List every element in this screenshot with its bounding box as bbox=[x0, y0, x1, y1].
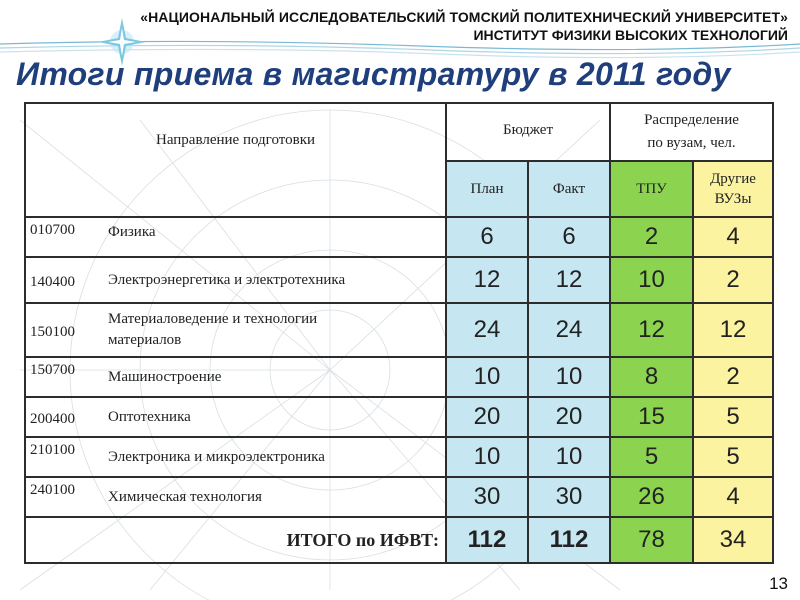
row-code: 140400 bbox=[25, 257, 105, 303]
row-plan: 6 bbox=[446, 217, 528, 257]
total-other: 34 bbox=[693, 517, 773, 563]
page-title: Итоги приема в магистратуру в 2011 году bbox=[16, 56, 731, 92]
header-budget: Бюджет bbox=[446, 103, 610, 161]
table-row bbox=[25, 303, 773, 357]
row-fact: 6 bbox=[528, 217, 610, 257]
header-direction: Направление подготовки bbox=[25, 103, 446, 217]
table-total-row bbox=[25, 517, 773, 563]
row-code: 210100 bbox=[25, 437, 105, 477]
row-code: 150700 bbox=[25, 357, 105, 397]
row-plan: 30 bbox=[446, 477, 528, 517]
row-plan: 12 bbox=[446, 257, 528, 303]
table-row bbox=[25, 217, 773, 257]
row-other: 12 bbox=[693, 303, 773, 357]
row-tpu: 12 bbox=[610, 303, 693, 357]
row-tpu: 26 bbox=[610, 477, 693, 517]
total-plan: 112 bbox=[446, 517, 528, 563]
row-fact: 10 bbox=[528, 357, 610, 397]
row-name: Оптотехника bbox=[105, 397, 446, 437]
row-fact: 10 bbox=[528, 437, 610, 477]
row-code: 200400 bbox=[25, 397, 105, 437]
row-name: Электроника и микроэлектроника bbox=[105, 437, 446, 477]
header-distribution-line2: по вузам, чел. bbox=[647, 135, 736, 151]
row-code: 150100 bbox=[25, 303, 105, 357]
page-number: 13 bbox=[769, 574, 788, 593]
table-row bbox=[25, 397, 773, 437]
university-name: «НАЦИОНАЛЬНЫЙ ИССЛЕДОВАТЕЛЬСКИЙ ТОМСКИЙ ПОЛИТЕХНИЧЕСКИЙ УНИВЕРСИТЕТ» bbox=[140, 9, 788, 25]
header-fact: Факт bbox=[528, 161, 610, 217]
row-tpu: 2 bbox=[610, 217, 693, 257]
table-row bbox=[25, 477, 773, 517]
header-plan: План bbox=[446, 161, 528, 217]
table-row bbox=[25, 437, 773, 477]
row-plan: 10 bbox=[446, 357, 528, 397]
row-name: Электроэнергетика и электротехника bbox=[105, 257, 446, 303]
row-fact: 20 bbox=[528, 397, 610, 437]
row-code: 010700 bbox=[25, 217, 105, 257]
row-plan: 20 bbox=[446, 397, 528, 437]
total-tpu: 78 bbox=[610, 517, 693, 563]
row-other: 2 bbox=[693, 357, 773, 397]
header-distribution bbox=[610, 103, 773, 161]
row-fact: 12 bbox=[528, 257, 610, 303]
row-name: Физика bbox=[105, 217, 446, 257]
row-other: 5 bbox=[693, 397, 773, 437]
table-row bbox=[25, 357, 773, 397]
row-name-line1: Материаловедение и технологии bbox=[108, 311, 318, 327]
header-other bbox=[693, 161, 773, 217]
row-other: 2 bbox=[693, 257, 773, 303]
row-name bbox=[105, 303, 446, 357]
row-tpu: 8 bbox=[610, 357, 693, 397]
row-tpu: 15 bbox=[610, 397, 693, 437]
row-other: 4 bbox=[693, 477, 773, 517]
row-plan: 10 bbox=[446, 437, 528, 477]
row-name: Химическая технология bbox=[105, 477, 446, 517]
row-code: 240100 bbox=[25, 477, 105, 517]
row-name: Машиностроение bbox=[105, 357, 446, 397]
total-fact: 112 bbox=[528, 517, 610, 563]
row-fact: 30 bbox=[528, 477, 610, 517]
admission-results-table bbox=[24, 102, 774, 564]
table-header-row bbox=[25, 103, 773, 161]
row-tpu: 10 bbox=[610, 257, 693, 303]
table-row bbox=[25, 257, 773, 303]
header-other-line1: Другие bbox=[710, 171, 756, 187]
row-fact: 24 bbox=[528, 303, 610, 357]
header-distribution-line1: Распределение bbox=[644, 112, 739, 128]
row-other: 5 bbox=[693, 437, 773, 477]
row-plan: 24 bbox=[446, 303, 528, 357]
header-tpu: ТПУ bbox=[610, 161, 693, 217]
total-label: ИТОГО по ИФВТ: bbox=[25, 517, 446, 563]
header-other-line2: ВУЗы bbox=[714, 191, 752, 207]
row-name-line2: материалов bbox=[108, 332, 182, 348]
institute-name: ИНСТИТУТ ФИЗИКИ ВЫСОКИХ ТЕХНОЛОГИЙ bbox=[473, 27, 788, 43]
row-tpu: 5 bbox=[610, 437, 693, 477]
row-other: 4 bbox=[693, 217, 773, 257]
